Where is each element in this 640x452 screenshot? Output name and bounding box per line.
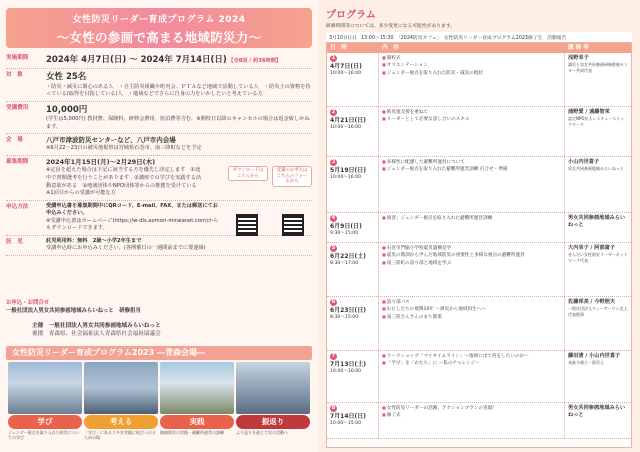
step-practice [160,415,234,450]
step-desc: ふり返りを通じて次の活動へ [236,430,288,435]
session-time: 10:00〜15:00 [330,421,362,427]
row-lecturer-cell [565,213,631,242]
info-value: 受講申込書を募集期間中にQRコード、E-mail、FAX、または郵送にてお申込みください。 [46,202,218,217]
session-time: 8:30〜17:00 [330,261,359,267]
step-label: 学び [8,415,82,429]
organizer-block [32,322,161,338]
info-row-apply [6,201,312,236]
session-number: 5 [331,245,336,251]
contact-org: 一般社団法人男女共同参画地域みらいねっと 研修担当 [6,307,141,314]
step-think [84,415,158,450]
photo-workshop [84,362,158,414]
session-item: ■ ワークショップ「マイタイムライン」〜地域に出て何をしたいのか〜 [382,353,561,360]
session-number: 4 [331,215,336,221]
row-content-cell [379,297,565,350]
row-lecturer-cell [565,157,631,212]
row-content-cell [379,157,565,212]
info-label: 対 象 [6,72,23,79]
row-date-cell [327,157,379,212]
photo-strip [8,362,310,414]
program-title: プログラム [326,10,376,21]
session-time: 10:00〜16:00 [330,369,362,375]
schedule-row [327,351,631,403]
contact-block [6,300,312,316]
lecturer-note: 一般社団法人ウィーアーワン北上代表理事 [568,306,628,318]
row-date-cell [327,403,379,438]
session-number: 6 [331,299,336,305]
session-item: ■ 演習」ジェンダー視点を取り入れた避難所運営訓練 [382,215,561,222]
session-item: ■ 「学び」を「かたち」に 〜私のチャレンジ〜 [382,360,561,367]
row-content-cell [379,107,565,156]
session-date: 5月19日(日) [330,167,367,174]
info-label: 申込方法 [6,203,29,210]
session-number: 1 [331,55,336,61]
row-lecturer-cell [565,243,631,296]
lecturer-name: 浅野幸子 [568,55,589,61]
row-lecturer-cell [565,403,631,438]
row-lecturer-cell [565,297,631,350]
row-date-cell [327,53,379,106]
program-note: 研修時間等については、多少変更になる可能性があります。 [326,24,456,29]
lecturer-name: 大内幸子 / 阿部富子 [568,245,616,251]
row-date-cell [327,243,379,296]
info-note: ※定員を超えた場合は下記に該当する方を優先し決定します ①途中で書類選考を行うことがあります ②講座での学びを実践する活動意欲がある ③地域団体やNPO団体等からの推薦を受けている ※1回目からの受講が可能な方 [46,167,202,197]
info-label: 実施期間 [6,55,29,61]
step-desc: 地域防災の実践・避難所運営の訓練 [160,430,224,435]
session-item: ■ 南三陸町の語り部と地域を学ぶ [382,260,561,267]
session-item: ■ ジェンダー視点を取り入れた防災・減災の現状 [382,70,561,77]
info-table [6,52,312,256]
step-desc: 「学び」にあるスキを実践に結びつけるための場 [84,430,156,441]
session-date: 4月21日(日) [330,117,367,124]
session-item: ■ 女性防災リーダーの活躍、アクションプランの実現! [382,405,561,412]
row-lecturer-cell [565,107,631,156]
info-note: (学生は5,000円) 教材費、保険料、研修会費用、宿泊費等含む。※開校日以降のキャンセルの場合は返金致しかねます。 [46,116,310,130]
header-date: 日 時 [330,45,347,51]
info-label: 会 場 [6,137,23,144]
lecturer-name: 佐藤邦美 / 今野照夫 [568,299,616,305]
row-content-cell [379,53,565,106]
session-item: ■ 石巻市門脇小学校震災遺構見学 [382,245,561,252]
header-title: 〜女性の参画で高まる地域防災力〜 [56,30,262,45]
session-time: 9:30〜15:00 [330,231,359,237]
step-label: 振返り [236,415,310,429]
info-label: 募集期間 [6,159,29,166]
session-item: ■ 被災地支援を重ねて [382,109,561,116]
header-lecturer: 講 師 等 [568,45,589,51]
schedule-header [327,43,631,53]
session-item: ■ オリエンテーション [382,62,561,69]
session-number: 3 [331,159,336,165]
photo-group [160,362,234,414]
header-banner [6,8,312,48]
info-note: ※6月22〜23日の被災地視察は宮城県石巻市、南三陸町などを予定 [46,145,202,152]
row-date-cell [327,107,379,156]
pre-event: 3月10日(日) 13:00〜15:30 「2024防災カフェ」 女性防災リーダー育成プログラム2023修了生 活動報告 [326,32,632,43]
lecturer-note: 気象予報士・防災士 [568,360,604,366]
session-item: ■ わたしたちの復興10年 〜被災から地域再生へ〜 [382,306,561,313]
info-value: 託児利用料：無料 2歳〜小学2年生まで [46,237,142,244]
lecturer-name: 浦野愛 / 遠藤智栄 [568,109,610,115]
session-time: 10:00〜16:00 [330,125,362,131]
lecturer-name: 藤田清 / 小山内世喜子 [568,353,621,359]
info-row-venue [6,134,312,156]
lecturer-note: 減災と男女共同参画研修推進センター共同代表 [568,62,628,74]
info-label: 受講費用 [6,104,29,111]
qr-form-label: 受講のお申込はこちらのフォームから [272,166,312,187]
right-panel [318,0,640,452]
lecturer-note: 男女共同参画地域みらいねっと [568,166,624,172]
schedule-table [326,42,632,448]
row-content-cell [379,213,565,242]
session-item: ■ リーダーとして必要な話し合いのスキル [382,116,561,123]
session-date: 7月13日(土) [330,361,367,368]
qr-form-icon[interactable] [282,214,304,236]
schedule-row [327,107,631,157]
session-time: 10:00〜16:00 [330,175,362,181]
session-item: ■ 南三陸さんさんのまち散策 [382,314,561,321]
info-value: 2024年1月15日(月)〜2月29日(木) [46,158,156,167]
info-note: ※受講申込書はホームページ(https://w-dis.aomori-miraianet.com)からもダウンロードできます。 [46,217,219,232]
info-value: 10,000円 [46,104,88,115]
row-date-cell [327,351,379,402]
schedule-row [327,297,631,351]
left-panel [0,0,318,452]
session-time: 8:30〜15:00 [330,315,359,321]
session-item: ■ 震災の教訓から学んだ地域防災の重要性と多様な視点の避難所運営 [382,252,561,259]
row-lecturer-cell [565,53,631,106]
session-item: ■ 修了式 [382,412,561,419]
info-value: 2024年 4月7日(日) 〜 2024年 7月14日(日) [46,55,227,65]
row-content-cell [379,351,565,402]
lecturer-name: 男女共同参画地域みらいねっと [568,215,626,229]
organizer-host: 主催 一般社団法人男女共同参画地域みらいねっと [32,323,161,329]
lecturer-name: 小山内世喜子 [568,159,600,165]
info-note: 【全8回 / 約36時間】 [228,58,282,64]
steps-row [8,415,310,450]
session-number: 8 [331,405,336,411]
step-review [236,415,310,450]
session-date: 6月23日(日) [330,307,367,314]
step-learn [8,415,82,450]
header-content: 内 容 [382,45,399,51]
photo-lecture [8,362,82,414]
schedule-row [327,243,631,297]
info-note: ・防災・減災に関心のある人 ・自主防災組織や町内会、ＰＴＡなど地域で活動している人 ・防災士の資格を持っている(取得を目指している)人 ・地域などでさらに自身の力をいかしたいと考えている方 [46,83,311,98]
qr-download-icon[interactable] [236,214,258,236]
row-content-cell [379,403,565,438]
session-date: 6月9日(日) [330,223,362,230]
lecturer-note: せんだい女性防災リーダーネットワーク代表 [568,252,628,264]
session-item: ■ ジェンダー視点を取り入れた避難所運営訓練 打合せ・準備 [382,166,561,173]
contact-title: お申込・お問合せ [6,300,50,306]
step-label: 実践 [160,415,234,429]
info-value: 八戸市津波防災センターなど、八戸市内会場 [46,136,176,145]
lecturer-name: 男女共同参画地域みらいねっと [568,405,626,419]
photo-training [236,362,310,414]
row-lecturer-cell [565,351,631,402]
info-label: 託 児 [6,238,23,245]
session-item: ■ 語り部バス [382,299,561,306]
session-date: 7月14日(日) [330,413,367,420]
program-2023-band: 女性防災リーダー育成プログラム2023 ―青森会場― [6,346,312,360]
info-row-childcare [6,236,312,256]
qr-download-label: ダウンロードはこちらから [228,166,268,181]
session-number: 7 [331,353,336,359]
lecturer-note: 認定NPO法人レスキューストックヤード [568,116,625,128]
row-date-cell [327,297,379,350]
row-content-cell [379,243,565,296]
info-row-period [6,52,312,69]
info-value: 女性 25名 [46,72,87,83]
step-desc: ジェンダー視点を取り入れた防災についての学び [8,430,80,441]
schedule-row [327,213,631,243]
info-row-target [6,69,312,101]
session-number: 2 [331,109,336,115]
session-item: ■ 開校式 [382,55,561,62]
session-date: 4月7日(日) [330,63,362,70]
info-row-fee [6,102,312,134]
schedule-row [327,53,631,107]
organizer-support: 後援 青森県、社会福祉法人青森県社会福祉協議会 [32,331,161,338]
schedule-row [327,403,631,439]
header-subtitle: 女性防災リーダー育成プログラム 2024 [72,15,246,25]
session-date: 6月22日(土) [330,253,367,260]
session-time: 10:00〜16:00 [330,71,362,77]
step-label: 考える [84,415,158,429]
session-item: ■ 多様性に配慮した避難所運営について [382,159,561,166]
row-date-cell [327,213,379,242]
schedule-row [327,157,631,213]
info-note: 受講申込時にお申込みください。(各開催日の一週間前までに要連絡) [46,245,206,252]
